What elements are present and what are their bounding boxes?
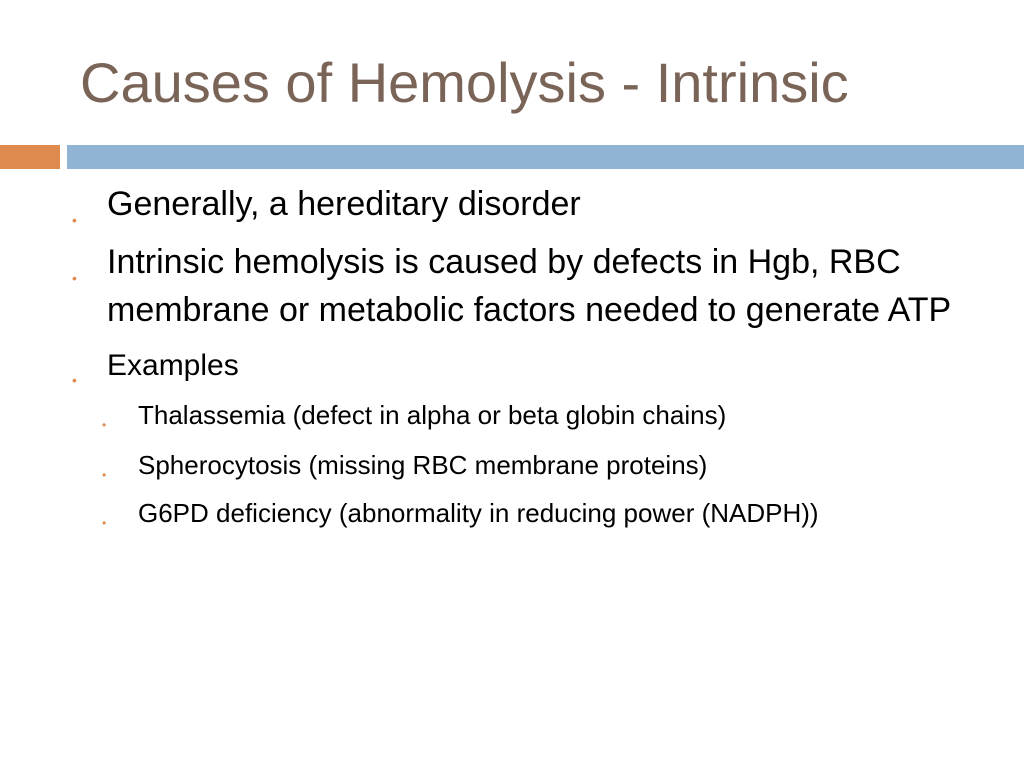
bullet-icon: • <box>102 468 107 482</box>
sub-bullet-text: Spherocytosis (missing RBC membrane proteins) <box>138 450 708 480</box>
bullet-icon: • <box>72 270 77 286</box>
bullet-icon: • <box>102 516 107 530</box>
bullet-list <box>0 180 1024 532</box>
accent-bar-orange <box>0 145 60 169</box>
bullet-icon: • <box>102 418 107 432</box>
sub-bullet-text: Thalassemia (defect in alpha or beta globin chains) <box>138 400 727 430</box>
bullet-item <box>0 238 1024 334</box>
bullet-item <box>0 346 1024 386</box>
bullet-text: Intrinsic hemolysis is caused by defects in Hgb, RBC membrane or metabolic factors needed to generate ATP <box>107 243 952 329</box>
sub-bullet-item <box>0 494 1024 532</box>
sub-bullet-item <box>0 446 1024 484</box>
sub-bullet-item <box>0 396 1024 434</box>
bullet-icon: • <box>72 372 77 388</box>
sub-bullet-text: G6PD deficiency (abnormality in reducing power (NADPH)) <box>138 498 819 528</box>
bullet-item <box>0 180 1024 228</box>
bullet-icon: • <box>72 212 77 228</box>
accent-bar-blue <box>67 145 1024 169</box>
bullet-text: Examples <box>107 349 239 382</box>
bullet-text: Generally, a hereditary disorder <box>107 185 581 223</box>
slide-title: Causes of Hemolysis - Intrinsic <box>80 51 849 114</box>
